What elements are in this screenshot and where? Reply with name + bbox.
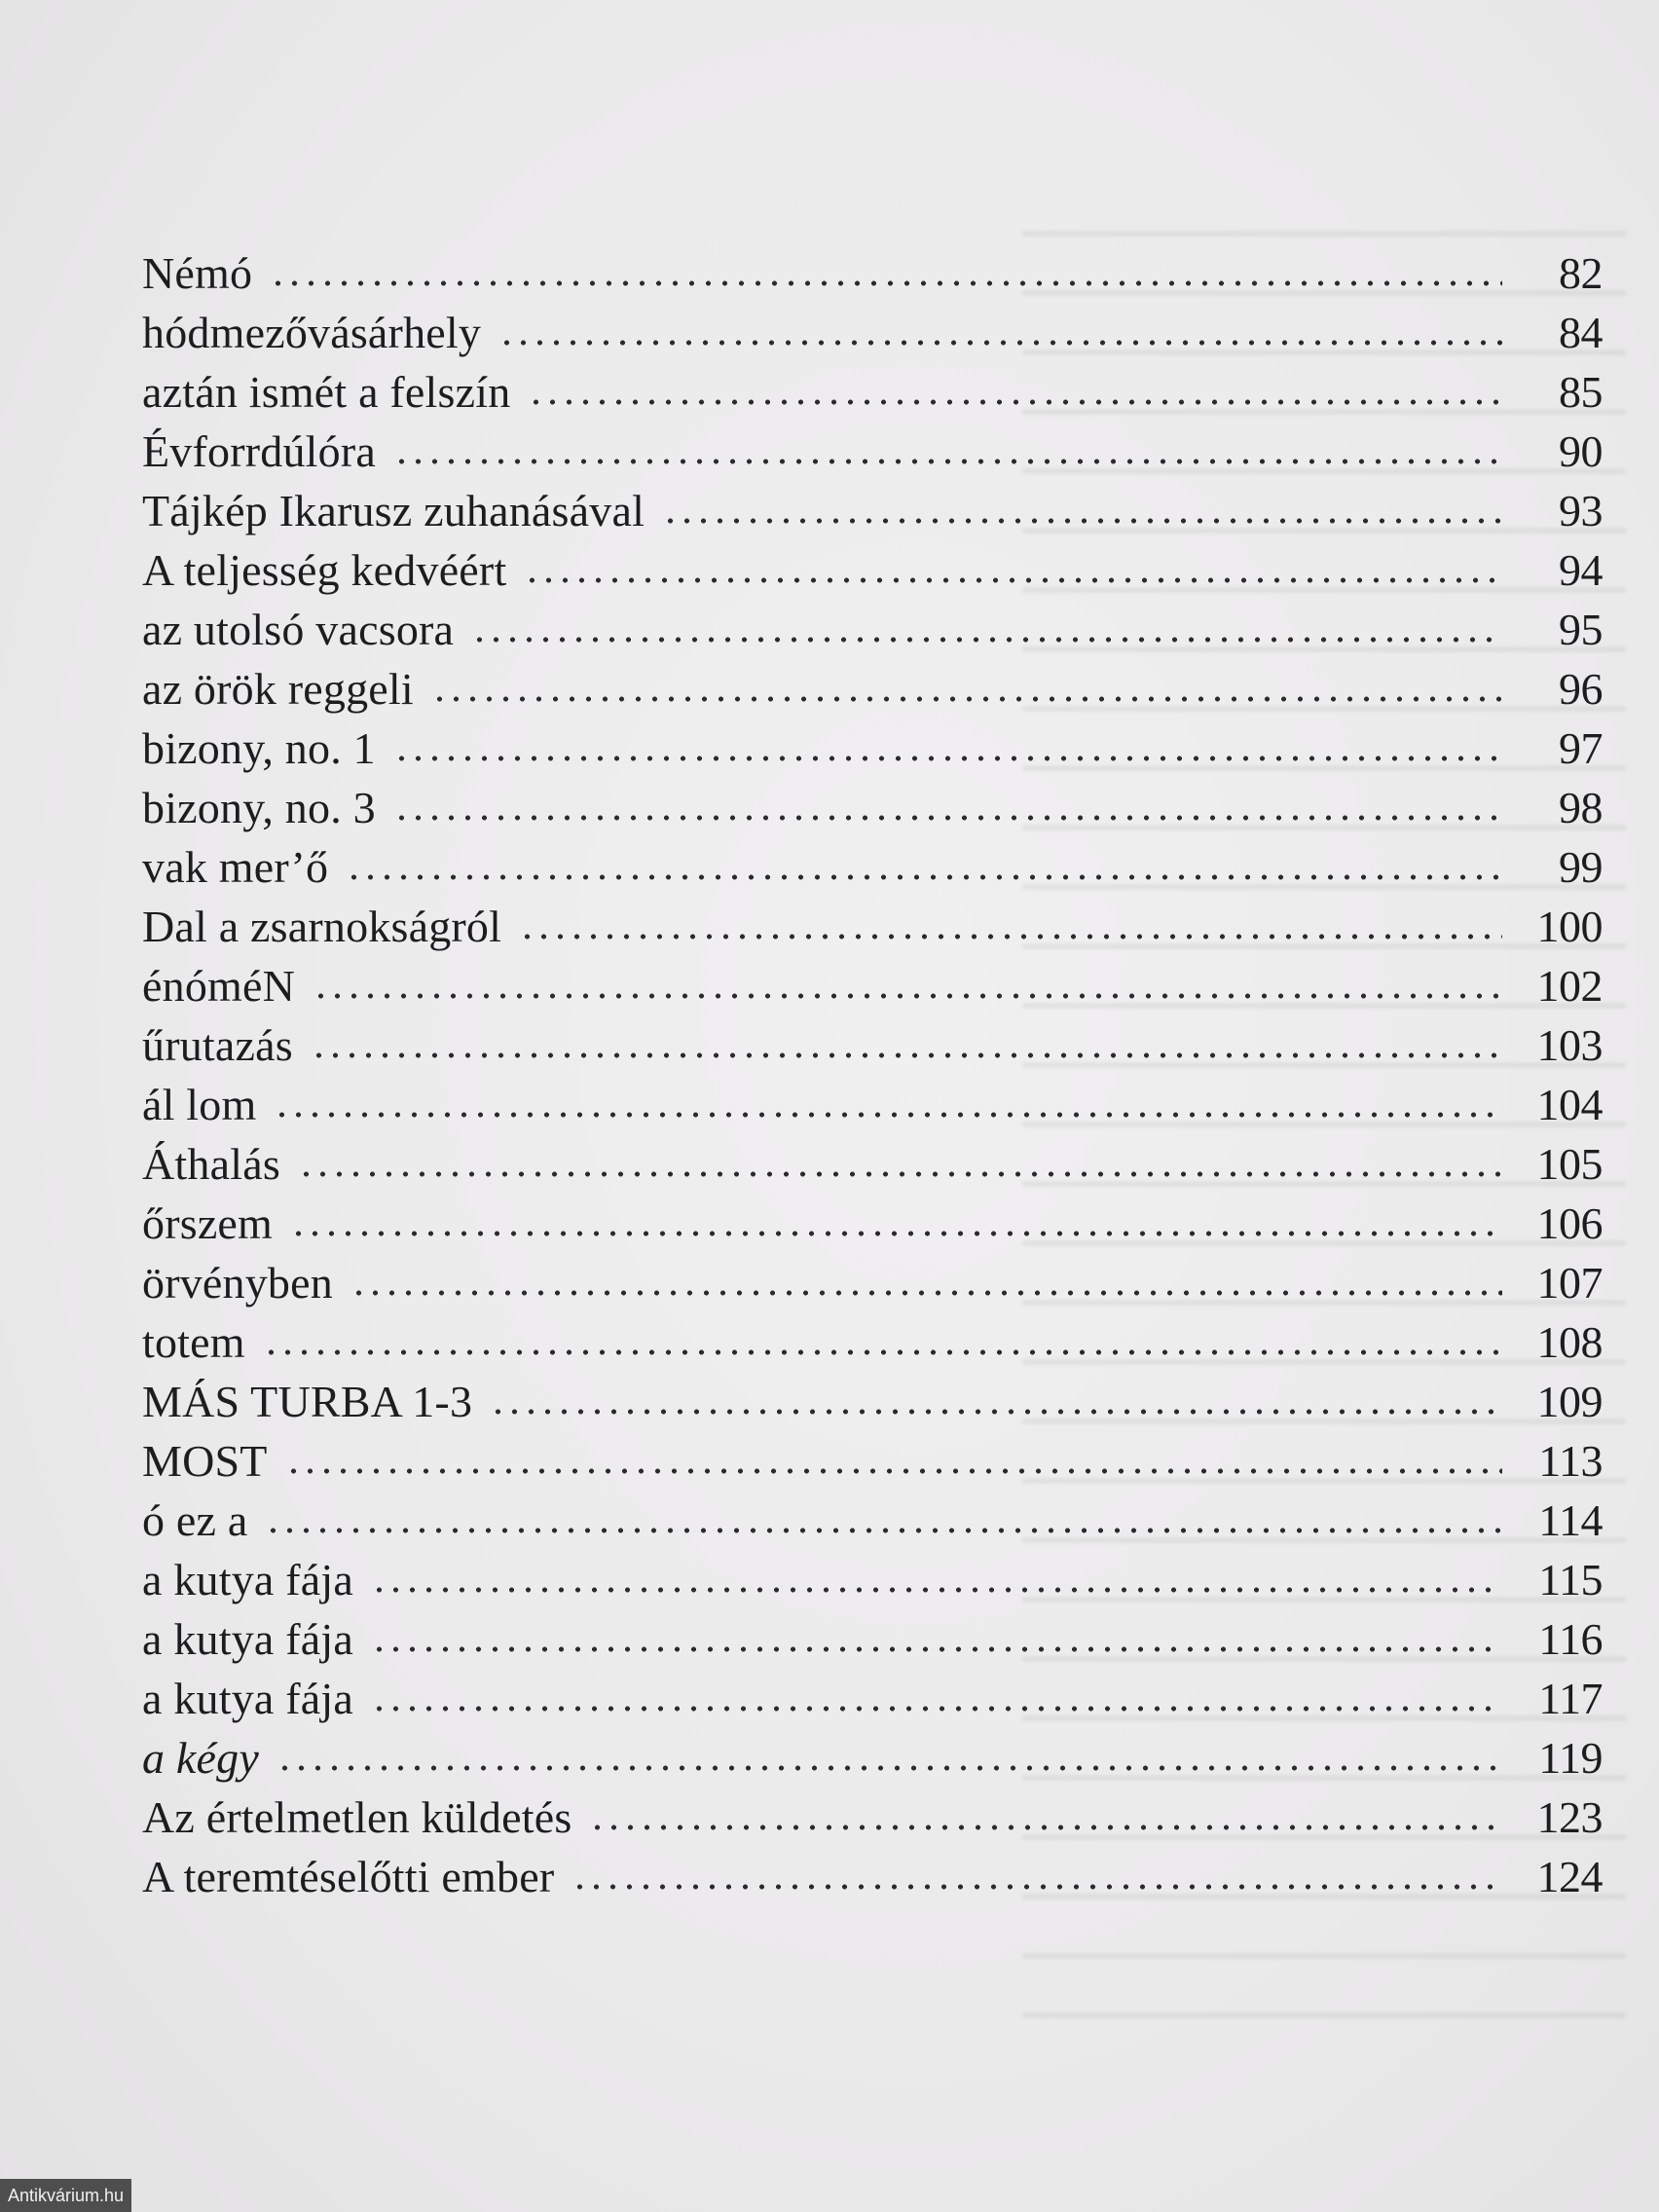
toc-entry-title: a kutya fája	[142, 1555, 353, 1604]
toc-entry-title: vak mer’ő	[142, 842, 329, 892]
toc-entry-title: Némó	[142, 248, 253, 298]
toc-entry-page: 119	[1538, 1733, 1603, 1783]
toc-entry-page: 102	[1536, 961, 1603, 1011]
toc-entry-page: 115	[1538, 1555, 1603, 1604]
toc-entry-page: 123	[1536, 1792, 1603, 1842]
dot-leader	[313, 992, 1502, 1000]
toc-entry-title: Az értelmetlen küldetés	[142, 1792, 572, 1842]
toc-entry-page: 105	[1536, 1139, 1603, 1189]
toc-entry-page: 113	[1538, 1436, 1603, 1486]
toc-entry	[142, 778, 1603, 837]
dot-leader	[371, 1645, 1502, 1653]
dot-leader	[270, 279, 1502, 287]
toc-entry-title: a kutya fája	[142, 1674, 353, 1723]
toc-entry-title: ó ez a	[142, 1495, 248, 1545]
dot-leader	[265, 1527, 1502, 1534]
toc-entry	[142, 1075, 1603, 1134]
toc-entry-title: ál lom	[142, 1080, 257, 1129]
table-of-contents	[142, 243, 1603, 1906]
toc-entry-page: 94	[1559, 545, 1603, 595]
toc-entry	[142, 362, 1603, 422]
toc-entry-title: Áthalás	[142, 1139, 280, 1189]
toc-entry	[142, 1431, 1603, 1491]
toc-entry-page: 108	[1536, 1317, 1603, 1367]
dot-leader	[393, 458, 1502, 465]
toc-entry	[142, 837, 1603, 897]
toc-entry-page: 116	[1538, 1614, 1603, 1664]
dot-leader	[263, 1348, 1502, 1356]
toc-entry	[142, 659, 1603, 719]
dot-leader	[350, 1289, 1502, 1297]
toc-entry-page: 99	[1559, 842, 1603, 892]
site-watermark: Antikvárium.hu	[0, 2179, 131, 2212]
dot-leader	[571, 1883, 1502, 1891]
dot-leader	[285, 1467, 1502, 1475]
toc-entry-page: 82	[1559, 248, 1603, 298]
toc-entry-title: a kutya fája	[142, 1614, 353, 1664]
toc-entry	[142, 1550, 1603, 1609]
dot-leader	[311, 1051, 1502, 1059]
toc-entry-title: Tájkép Ikarusz zuhanásával	[142, 486, 645, 535]
toc-entry	[142, 1015, 1603, 1075]
toc-entry-page: 103	[1536, 1020, 1603, 1070]
toc-entry-title: űrutazás	[142, 1020, 293, 1070]
toc-entry-page: 96	[1559, 664, 1603, 714]
toc-entry-title: bizony, no. 3	[142, 783, 376, 832]
dot-leader	[471, 636, 1502, 644]
dot-leader	[371, 1705, 1502, 1713]
dot-leader	[393, 814, 1502, 822]
toc-entry-page: 100	[1536, 902, 1603, 951]
toc-entry-page: 98	[1559, 783, 1603, 832]
toc-entry-page: 104	[1536, 1080, 1603, 1129]
toc-entry-page: 84	[1559, 308, 1603, 357]
toc-entry	[142, 600, 1603, 659]
toc-entry	[142, 1728, 1603, 1788]
toc-entry	[142, 956, 1603, 1015]
dot-leader	[528, 398, 1502, 406]
dot-leader	[371, 1586, 1502, 1594]
toc-entry-title: aztán ismét a felszín	[142, 367, 511, 417]
toc-entry-page: 95	[1559, 605, 1603, 654]
toc-entry	[142, 897, 1603, 956]
toc-entry-title: örvényben	[142, 1258, 333, 1308]
toc-entry-title: bizony, no. 1	[142, 723, 376, 773]
toc-entry	[142, 481, 1603, 540]
dot-leader	[298, 1170, 1502, 1178]
toc-entry	[142, 303, 1603, 362]
toc-entry	[142, 540, 1603, 600]
toc-entry	[142, 1372, 1603, 1431]
toc-entry	[142, 1669, 1603, 1728]
toc-entry-title: hódmezővásárhely	[142, 308, 482, 357]
toc-entry-page: 114	[1538, 1495, 1603, 1545]
dot-leader	[290, 1230, 1502, 1237]
toc-entry	[142, 1134, 1603, 1194]
toc-entry-title: Évforrdúlóra	[142, 426, 376, 476]
dot-leader	[346, 873, 1502, 881]
toc-entry-title: A teljesség kedvéért	[142, 545, 507, 595]
toc-entry-title: az örök reggeli	[142, 664, 414, 714]
dot-leader	[519, 933, 1502, 940]
toc-entry-title: A teremtéselőtti ember	[142, 1852, 555, 1901]
toc-entry-page: 107	[1536, 1258, 1603, 1308]
toc-entry-page: 124	[1536, 1852, 1603, 1901]
toc-entry	[142, 422, 1603, 481]
toc-entry-title: őrszem	[142, 1198, 274, 1248]
toc-entry-page: 106	[1536, 1198, 1603, 1248]
toc-entry-title: MOST	[142, 1436, 268, 1486]
toc-entry-page: 117	[1538, 1674, 1603, 1723]
dot-leader	[431, 695, 1502, 703]
toc-entry-page: 97	[1559, 723, 1603, 773]
toc-entry	[142, 1847, 1603, 1906]
toc-entry-page: 90	[1559, 426, 1603, 476]
toc-entry-title: MÁS TURBA 1-3	[142, 1377, 473, 1426]
dot-leader	[662, 517, 1502, 525]
dot-leader	[274, 1111, 1502, 1119]
dot-leader	[490, 1408, 1502, 1416]
toc-entry	[142, 1312, 1603, 1372]
toc-entry-page: 109	[1536, 1377, 1603, 1426]
dot-leader	[393, 755, 1502, 762]
dot-leader	[498, 339, 1502, 347]
toc-entry	[142, 1609, 1603, 1669]
toc-entry	[142, 243, 1603, 303]
toc-entry-title: énóméN	[142, 961, 296, 1011]
toc-entry	[142, 1788, 1603, 1847]
dot-leader	[276, 1764, 1502, 1772]
toc-entry-page: 85	[1559, 367, 1603, 417]
dot-leader	[524, 576, 1502, 584]
toc-entry-title: totem	[142, 1317, 245, 1367]
dot-leader	[589, 1824, 1502, 1831]
toc-entry	[142, 1253, 1603, 1312]
toc-entry-title: az utolsó vacsora	[142, 605, 455, 654]
toc-entry-title: Dal a zsarnokságról	[142, 902, 502, 951]
toc-entry	[142, 1194, 1603, 1253]
toc-entry-title: a kégy	[142, 1733, 259, 1783]
toc-entry-page: 93	[1559, 486, 1603, 535]
toc-entry	[142, 1491, 1603, 1550]
toc-entry	[142, 719, 1603, 778]
